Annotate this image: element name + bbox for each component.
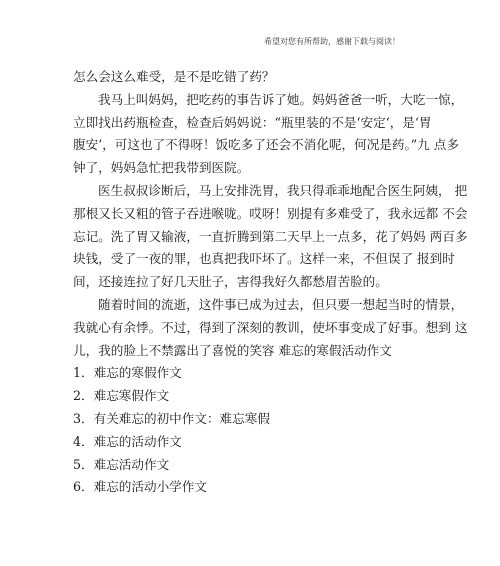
- paragraph-line: 钟了，妈妈急忙把我带到医院。: [73, 160, 250, 176]
- document-body: [73, 66, 468, 499]
- paragraph-line: 块钱，受了一夜的罪，也真把我吓坏了。这样一来，不但误了 报到时: [73, 251, 455, 267]
- list-item: 2．难忘寒假作文: [73, 388, 170, 404]
- list-item: 1．难忘的寒假作文: [73, 365, 182, 381]
- header-note: 希望对您有所帮助，感谢下载与阅读！: [264, 37, 400, 46]
- paragraph-line: 腹安’，可这也了不得呀！饭吃多了还会不消化呢，何况是药。”九 点多: [73, 137, 459, 153]
- paragraph-line: 我就心有余悸。不过，得到了深刻的教训，使坏事变成了好事。想到 这: [73, 319, 468, 335]
- paragraph-line: 间，还接连拉了好几天肚子，害得我好久都愁眉苦脸的。: [73, 274, 388, 290]
- paragraph-line: 那根又长又粗的管子吞进喉咙。哎呀！别提有多难受了，我永远都 不会: [73, 205, 468, 221]
- list-item: 4．难忘的活动作文: [73, 433, 182, 449]
- paragraph-line: 我马上叫妈妈，把吃药的事告诉了她。妈妈爸爸一听，大吃一惊，: [98, 91, 464, 107]
- list-item: 3．有关难忘的初中作文：难忘寒假: [73, 410, 270, 426]
- list-item: 5．难忘活动作文: [73, 456, 170, 472]
- paragraph-line: 忘记。洗了胃又输液，一直折腾到第二天早上一点多，花了妈妈 两百多: [73, 228, 468, 244]
- paragraph-line: 随着时间的流逝，这件事已成为过去，但只要一想起当时的情景，: [98, 296, 464, 312]
- article-list: [73, 362, 435, 499]
- paragraph-line: 怎么会这么难受，是不是吃错了药？: [73, 69, 275, 84]
- paragraph-line: 儿，我的脸上不禁露出了喜悦的笑容 难忘的寒假活动作文: [73, 342, 392, 358]
- list-item: 6．难忘的活动小学作文: [73, 479, 207, 495]
- paragraph-line: 医生叔叔诊断后，马上安排洗胃，我只得乖乖地配合医生阿姨， 把: [98, 182, 468, 198]
- paragraph-line: 立即找出药瓶检查，检查后妈妈说：“瓶里装的不是‘安定‘，是‘胃: [73, 114, 432, 130]
